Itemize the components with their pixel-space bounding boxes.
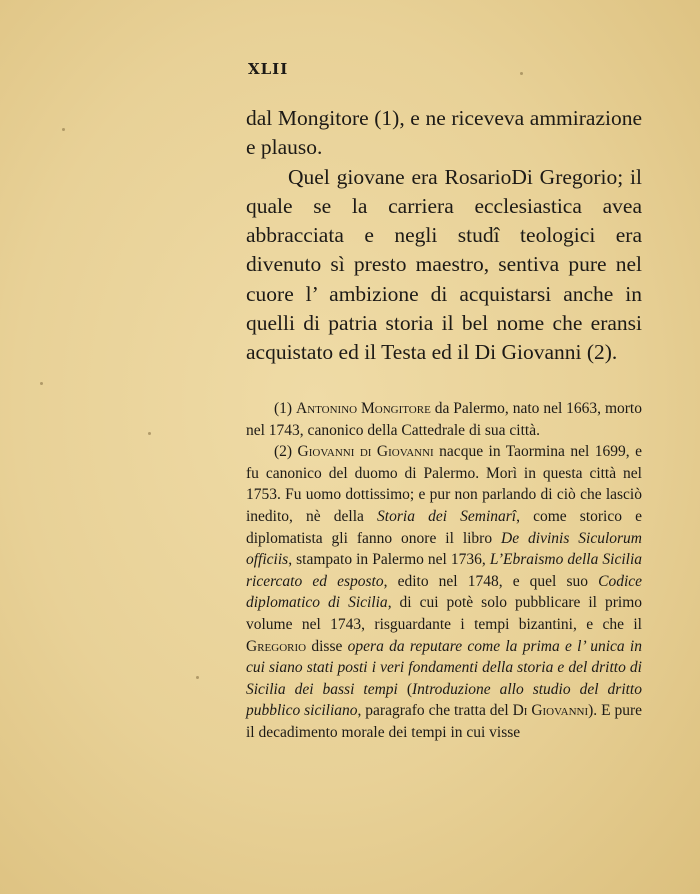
title-italic: L’Ebraismo della Sicilia ricercato ed esposto (246, 551, 643, 590)
footnote-text: ( (397, 680, 412, 698)
footnote-name: Giovanni di Giovanni (297, 443, 434, 461)
footnote-text: disse (306, 637, 348, 655)
footnote-text: , stampato in Palermo nel 1736, (288, 551, 490, 569)
footnote-marker: (1) (274, 400, 293, 417)
title-italic: Codice diplomatico di Sicilia (246, 572, 643, 612)
title-italic: Introduzione allo studio del dritto pubblico siciliano (246, 680, 642, 720)
footnote-text: , di cui potè solo pubblicare il primo volume nel 1743, risguardante i tempi bizantini, e che il (246, 594, 642, 633)
footnote-2 (246, 441, 642, 743)
paper-speck (62, 128, 65, 131)
footnote-marker: (2) (274, 443, 293, 461)
paper-speck (148, 432, 151, 435)
quote-italic: opera da reputare come la prima e l’ unica in cui siano stati posti i veri fondamenti della storia e del dritto di Sicilia dei bassi tempi (246, 637, 642, 698)
paragraph: Quel giovane era RosarioDi Gregorio; il quale se la carriera ecclesiastica avea abbracciata e negli studî teologici era divenuto sì presto maestro, sentiva pure nel cuore l’ ambizione di acquistarsi anche in quelli di patria storia il bel nome che eransi acquistato ed il Testa ed il Di Giovanni (2). (246, 164, 642, 365)
footnote-text: , edito nel 1748, e quel suo (383, 572, 599, 590)
title-italic: Storia dei Seminarî (377, 507, 517, 525)
footnote-name: Antonino Mongitore (296, 400, 431, 417)
footnote-text: , paragrafo che tratta del (357, 702, 513, 720)
name-smallcaps: Di Giovanni (512, 702, 589, 720)
title-italic: De divinis Siculorum officiis (246, 529, 643, 569)
page-number: XLII (248, 60, 289, 78)
footnote-text: , come storico e diplomatista gli fanno onore il libro (246, 507, 642, 547)
footnote-text: nacque in Taormina nel 1699, e fu canonico del duomo di Palermo. Morì in questa città nel 1753. Fu uomo dottissimo; e pur non parlando di ciò che lasciò inedito, nè della (246, 443, 643, 525)
paper-speck (196, 676, 199, 679)
footnote-text: ). E pure il decadimento morale dei tempi in cui visse (246, 702, 642, 741)
paper-speck (520, 72, 523, 75)
footnotes (246, 398, 642, 744)
paragraph: dal Mongitore (1), e ne riceveva ammirazione e plauso. (246, 106, 642, 160)
footnote-1 (246, 398, 642, 441)
name-smallcaps: Gregorio (246, 637, 307, 655)
footnote-text: da Palermo, nato nel 1663, morto nel 1743, canonico della Cattedrale di sua città. (246, 400, 642, 439)
main-text (246, 104, 642, 368)
paper-speck (40, 382, 43, 385)
